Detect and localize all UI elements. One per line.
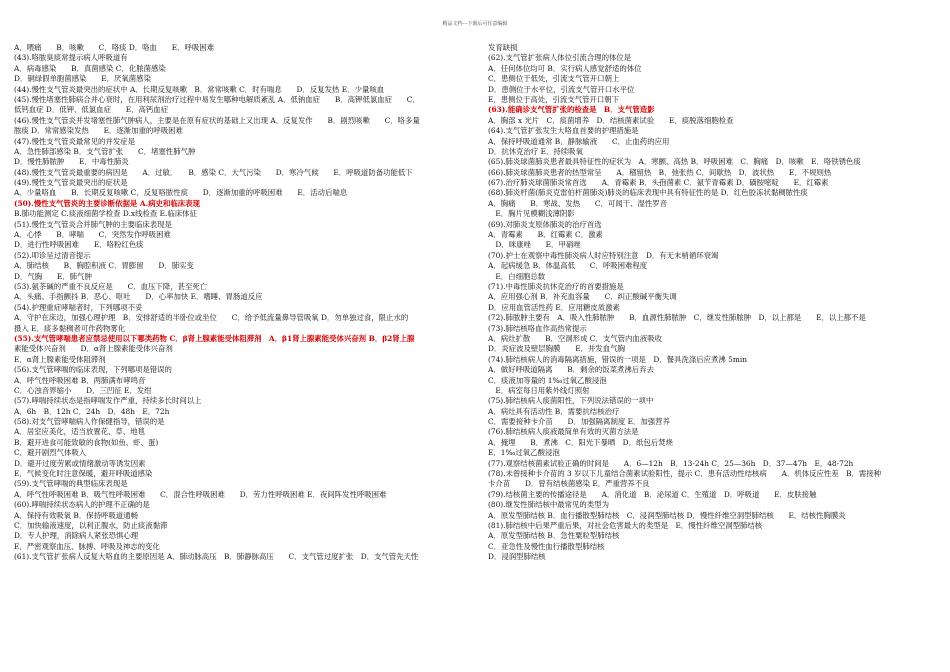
text-line: C．避开剧烈气体吸入: [14, 448, 87, 458]
text-line: A．胸部 x 光片 C．痰菌增养 D．结核菌素试验 E．痰脱落细胞检查: [488, 115, 734, 125]
text-line: (77).观察结核菌素试验正确的时间是 A．6—12h B．13-24h C．25—36h D．37—47h E．48-72h: [488, 458, 854, 468]
text-line: (67).治疗肺炎球菌肺炎常首选 A．青霉素 B．头孢菌素 C．氨苄青霉素 D．磺胺嘧啶 E．红霉素: [488, 178, 829, 188]
text-line: (53).氨茶碱的严重不良反应是 C．血压下降，甚至死亡: [14, 281, 208, 291]
text-line: 摄入 E．痰多黏稠者可作药物雾化: [14, 323, 126, 333]
text-line: (49).慢性支气管炎最突出的症状是: [14, 178, 128, 188]
text-line: A．居室应美化，适当放置花、草、地毯: [14, 427, 145, 437]
text-line: (57).哮喘持续状态是指哮喘发作严重，持续多长时间以上: [14, 396, 202, 406]
text-line: (61).支气管扩张病人反复大咯血的主要原因是 A．肺动脉高压 B．肺静脉高压 C．支气管过度扩张 D．支气管先天性: [14, 552, 419, 562]
text-line: E．病室每日用紫外线灯照射: [488, 385, 590, 395]
text-line: (65).肺炎球菌肺炎患者最具特征性的症状为 A．寒颤、高热 B．呼吸困难 C．胸痛 D．咳嗽 E．咯铁锈色痰: [488, 157, 861, 167]
text-line: D．炎症波及壁层胸膜 E．并发血气胸: [488, 344, 625, 354]
text-line: (58).对支气管哮喘病人作保健指导，错误的是: [14, 417, 165, 427]
text-line: D．进行性呼吸困难 E．咯粉红色痰: [14, 240, 144, 250]
text-line: D．抗休克治疗 E．持续吸氧: [488, 146, 583, 156]
text-line: A．呼气性呼吸困难 B．两肺满布哮鸣音: [14, 375, 146, 385]
text-line: E．严密观察血压、脉搏、呼吸及神志的变化: [14, 541, 160, 551]
text-line: (78).未曾接种卡介苗的 3 岁以下儿童结合菌素试验阳性，提示 C．患有活动性结核病 A．机体反应性差 B．需接种: [488, 469, 882, 479]
text-line: E．患侧位于高处，引流支气管开口朝下: [488, 94, 620, 104]
answer-line: (50).慢性支气管炎的主要诊断依据是 A.病史和临床表现: [14, 198, 200, 208]
text-line: 卡介苗 D．曾有结核菌感染 E．严重营养不良: [488, 479, 650, 489]
text-line: D．慢性肺脓肿 E．中毒性肺炎: [14, 157, 129, 167]
text-line: C．痰液加等量的 1‰过氧乙酸浸泡: [488, 375, 607, 385]
text-line: (43).咯脓臭痰常提示病人呼吸道有: [14, 53, 128, 63]
text-line: D．气胸 E．肺气肿: [14, 271, 92, 281]
text-line: A．少量咯血 B．长期反复咳嗽 C．反复咯脓性痰 D．逐渐加重的呼吸困难 E．活动后喘息: [14, 188, 348, 198]
text-line: A．应用强心剂 B．补充血容量 C．纠正酸碱平衡失调: [488, 292, 677, 302]
text-line: (73).肺结核咯血作高热常提示: [488, 323, 587, 333]
text-line: (54).护理重症哮喘者时，下列哪项不妥: [14, 302, 143, 312]
text-line: A．病灶扩散 B．空洞形成 C．支气管内血液吸收: [488, 333, 662, 343]
text-line: A．保持有效吸氧 B．保持呼吸道通畅: [14, 510, 138, 520]
text-line: (56).支气管哮喘的临床表现，下列哪项是错误的: [14, 365, 172, 375]
text-line: (62).支气管扩张病人体位引流合理的体位是: [488, 53, 632, 63]
text-line: B.肺功能测定 C.痰液细菌学检查 D.x线检查 E.临床体征: [14, 209, 197, 219]
text-line: A．呼气性呼吸困难 B．吸气性呼吸困难 C．混合性呼吸困难 D．劳力性呼吸困难 E．夜间阵发性呼吸困难: [14, 489, 387, 499]
text-line: A．原发型肺结核 B．急性粟粒型肺结核: [488, 531, 620, 541]
text-line: D．铜绿假单胞菌感染 E．厌氧菌感染: [14, 74, 151, 84]
text-line: (48).慢性支气管炎最重要的病因是 A．过敏． B．感染 C．大气污染 D．寒冷气候 E．呼吸道防备功能低下: [14, 167, 413, 177]
text-line: D．应用血管活性药 E．应用糖皮质激素: [488, 302, 620, 312]
text-line: A．掩埋 B．煮沸 C．阳光下暴晒 D．纸包后焚烧: [488, 437, 673, 447]
text-line: (59).支气管哮喘的典型临床表现是: [14, 479, 128, 489]
text-line: (68).肺炎杆菌(肺炎克雷伯杆菌肺炎)肺炎的临床表现中具有特征性的是 D．红色胶冻状黏稠脓性痰: [488, 188, 808, 198]
text-line: D．专人护理，消除病人紧张恐惧心理: [14, 531, 139, 541]
text-line: B．避开进食可能致敏的食物(如鱼、虾、蛋): [14, 437, 159, 447]
answer-line: (55).支气管哮喘患者应禁忌使用以下哪类药物 C．β肾上腺素能受体阻滞剂 A．β1肾上腺素能受体兴奋剂 B．β2肾上腺: [14, 333, 415, 343]
text-line: A．头痛、手指颤抖 B．恶心、呕吐 D．心率加快 E．嗜睡、胃肠道反应: [14, 292, 263, 302]
text-line: A．任何体位均可 B．实行病人感觉舒适的体位: [488, 63, 642, 73]
page-header: 精品文档---下载后可任意编辑: [442, 21, 508, 27]
text-line: C．亚急性及慢性血行播散型肺结核: [488, 541, 605, 551]
text-line: (75).肺结核病人痰菌阳性，下列说法错误的一项中: [488, 396, 654, 406]
text-line: (66).肺炎球菌肺炎患者的热型常呈 A．稽留热 B．弛张热 C．间歇热 D．波状热 E．不规则热: [488, 167, 832, 177]
answer-line: [14, 563, 476, 573]
text-line: (80).继发性肺结核中最常见的类型为: [488, 500, 609, 510]
text-line: A．做好呼吸道隔离 B．剩余的饭菜煮沸后弃去: [488, 365, 654, 375]
text-line: E．胸片见模糊浅薄阴影: [488, 209, 575, 219]
text-line: E．α肾上腺素能受体阻滞剂: [14, 354, 106, 364]
text-line: D．患侧位于水平位，引流支气管开口水平位: [488, 84, 635, 94]
text-line: A．心悸 B．哮喘 C．突然发作呼吸困难: [14, 230, 171, 240]
text-line: C．需要接种卡介苗 D．加强隔离制度 E．加强营养: [488, 417, 670, 427]
text-line: (76).肺结核病人痰液最简单有效的灭菌方法是: [488, 427, 639, 437]
text-line: 低钙血症 D．低钾、低氯血症 E．高钙血症: [14, 105, 169, 115]
text-line: A．6h B．12h C．24h D．48h E．72h: [14, 406, 170, 416]
text-line: E．1‰过氧乙酸浸泡: [488, 448, 560, 458]
text-line: 素能受体兴奋剂 D．α肾上腺素能受体兴奋剂: [14, 344, 173, 354]
text-line: A．起病缓急 B．体温高低 C．呼吸困难程度: [488, 261, 648, 271]
text-line: (46).慢性支气管炎并发堵塞性肺气肿病人，主要是在原有症状的基础上又出现 A．反复发作 B．剧烈咳嗽 C．咯多量: [14, 115, 420, 125]
text-line: (45).慢性堵塞性肺病合并心衰时，在用利尿剂治疗过程中易发生哪种电解质紊乱 A．低钠血症 B．高钾低氯血症 C．: [14, 94, 420, 104]
text-line: A．胸痛 B．寒战、发热 C．可闻干、湿性罗音: [488, 198, 668, 208]
text-line: (72).肺脓肿主要有 A．吸入性肺脓肿 B．血源性肺脓肿 C．继发性肺脓肿 D．以上都是 E．以上都不是: [488, 313, 866, 323]
text-line: (69).对肺炎支原体肺炎的治疗首选: [488, 219, 602, 229]
text-line: (81).肺结核中后果严重后果，对社会危害最大的类型是 E．慢性纤维空洞型肺结核: [488, 520, 763, 530]
text-line: A．喂痛 B．咳嗽 C．咯痰 D．咯血 E．呼吸困难: [14, 43, 215, 52]
text-line: (51).慢性支气管炎合并肺气肿的主要临床表现是: [14, 219, 172, 229]
text-line: C．加快输液速度，以利正腹水，防止痰液黏滞: [14, 520, 168, 530]
left-column: [14, 43, 476, 670]
text-line: A．保持呼吸道通常 B．静脉输液 C．止血药的应用: [488, 136, 670, 146]
text-line: (60).哮喘持续状态病人的护理不正确的是: [14, 500, 150, 510]
text-line: E．气候变化时注意保暖，避开呼吸道感染: [14, 469, 153, 479]
text-line: A．守护在床边，加强心理护理 B．安排舒适的半卧位或坐位 C．给予低流量鼻导管吸氧 D．勿单独过食，限止水的: [14, 313, 409, 323]
right-column: [488, 43, 936, 670]
text-line: (79).结核菌主要的传播途径是 A．消化道 B．泌尿道 C．生殖道 D．呼吸道 E．皮肤接触: [488, 489, 817, 499]
text-line: (71).中毒性肺炎抗休克治疗的首要措施是: [488, 281, 624, 291]
text-line: (64).支气管扩张发生大咯血首要的护理措施是: [488, 126, 639, 136]
text-line: A．病毒感染 B．真菌感染 C．化脓菌感染: [14, 63, 166, 73]
text-line: (70).护士在观察中毒性肺炎病人时应特别注意 D．有无末梢循环衰竭: [488, 250, 719, 260]
text-line: C．心浊音界缩小 D．三凹征 E．发绀: [14, 385, 152, 395]
text-line: 脓痰 D．常常感染发热 E．逐渐加重的呼吸困难: [14, 126, 183, 136]
text-line: A．青霉素 B．红霉素 C．激素: [488, 230, 603, 240]
text-line: E．白细胞总数: [488, 271, 546, 281]
text-line: (52).叩诊呈过清音提示: [14, 250, 91, 260]
text-line: 发育缺损: [488, 43, 518, 52]
text-line: C．患侧位于低处，引流支气管开口朝上: [488, 74, 620, 84]
text-line: (47).慢性支气管炎最常见的并发症是: [14, 136, 135, 146]
text-line: A．病灶具有活动性 B．需要抗结核治疗: [488, 406, 620, 416]
text-line: (44).慢性支气管炎最突出的症状中 A．长期反复咳嗽 B．常常咳嗽 C．时有喘息 D．反复发热 E．少量咳血: [14, 84, 385, 94]
text-line: (74).肺结核病人的消毒隔离措施，错误的一项是 D．餐具洗涤后应煮沸 5min: [488, 354, 747, 364]
text-line: A．肺结核 B．胸腔积液 C．胃膨留 D．肺实变: [14, 261, 194, 271]
text-line: A．急性肺部感染 B．支气管扩张 C．堵塞性肺气肿: [14, 146, 196, 156]
text-line: A．原发型肺结核 B．血行播散型肺结核 C．浸润型肺结核 D．慢性纤维空洞型肺结核 E．结核性胸膜炎: [488, 510, 846, 520]
answer-line: (63).能确诊支气管扩张的检查是 B．支气管造影: [488, 105, 655, 115]
text-line: D．浸润型肺结核: [488, 552, 546, 562]
text-line: D．避开过度劳累或情绪激动等诱发因素: [14, 458, 146, 468]
text-line: D．咪康唑 E．甲硝唑: [488, 240, 581, 250]
